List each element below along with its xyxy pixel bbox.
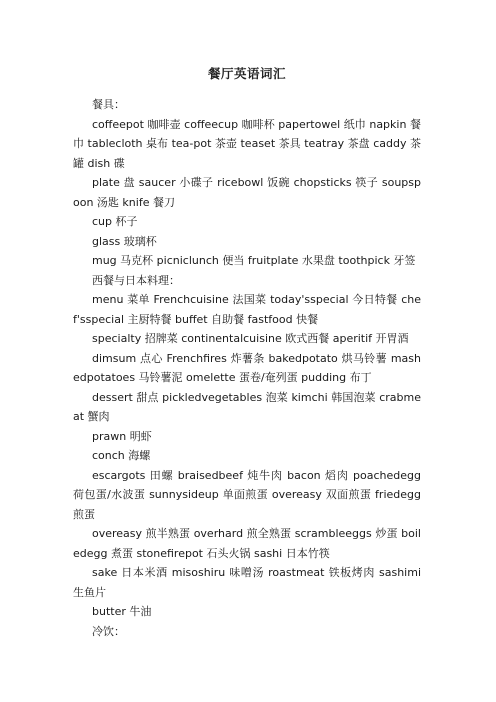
paragraph: cup 杯子: [92, 215, 138, 228]
paragraph: specialty 招牌菜 continentalcuisine 欧式西餐 aperitif 开胃酒: [92, 332, 409, 345]
paragraph-western-japanese-heading: 西餐与日本料理：: [92, 273, 180, 287]
paragraph: menu 菜单 Frenchcuisine 法国菜 today'sspecial 今日特餐 chef'sspecial 主厨特餐 buffet 自助餐 fastfood 快餐: [73, 293, 421, 326]
paragraph-tableware-heading: 餐具：: [92, 98, 125, 111]
paragraph: butter 牛油: [92, 605, 152, 618]
paragraph-cold-drinks-heading: 冷饮：: [92, 624, 125, 638]
paragraph: dimsum 点心 Frenchfires 炸薯条 bakedpotato 烘马铃薯 mashedpotatoes 马铃薯泥 omelette 蛋卷/奄列蛋 pudding 布丁: [73, 351, 421, 384]
document-body: [73, 95, 421, 641]
paragraph: mug 马克杯 picniclunch 便当 fruitplate 水果盘 toothpick 牙签: [92, 254, 416, 267]
paragraph: overeasy 煎半熟蛋 overhard 煎全熟蛋 scrambleeggs 炒蛋 boiledegg 煮蛋 stonefirepot 石头火锅 sashi 日本竹筷: [73, 527, 421, 560]
paragraph: dessert 甜点 pickledvegetables 泡菜 kimchi 韩国泡菜 crabmeat 蟹肉: [73, 390, 421, 423]
document-title: 餐厅英语词汇: [207, 66, 286, 81]
paragraph: glass 玻璃杯: [92, 234, 157, 248]
paragraph: plate 盘 saucer 小碟子 ricebowl 饭碗 chopsticks 筷子 soupspoon 汤匙 knife 餐刀: [73, 176, 421, 209]
paragraph: sake 日本米酒 misoshiru 味噌汤 roastmeat 铁板烤肉 sashimi 生鱼片: [73, 566, 421, 599]
paragraph: conch 海螺: [92, 449, 151, 462]
paragraph: escargots 田螺 braisedbeef 炖牛肉 bacon 熖肉 poachedegg 荷包蛋/水波蛋 sunnysideup 单面煎蛋 overeasy 双面煎蛋 friedegg 煎蛋: [73, 468, 421, 521]
paragraph: coffeepot 咖啡壶 coffeecup 咖啡杯 papertowel 纸巾 napkin 餐巾 tablecloth 桌布 tea-pot 茶壶 teaset 茶具 teatray 茶盘 caddy 茶罐 dish 碟: [73, 117, 421, 170]
paragraph: prawn 明虾: [92, 429, 152, 443]
